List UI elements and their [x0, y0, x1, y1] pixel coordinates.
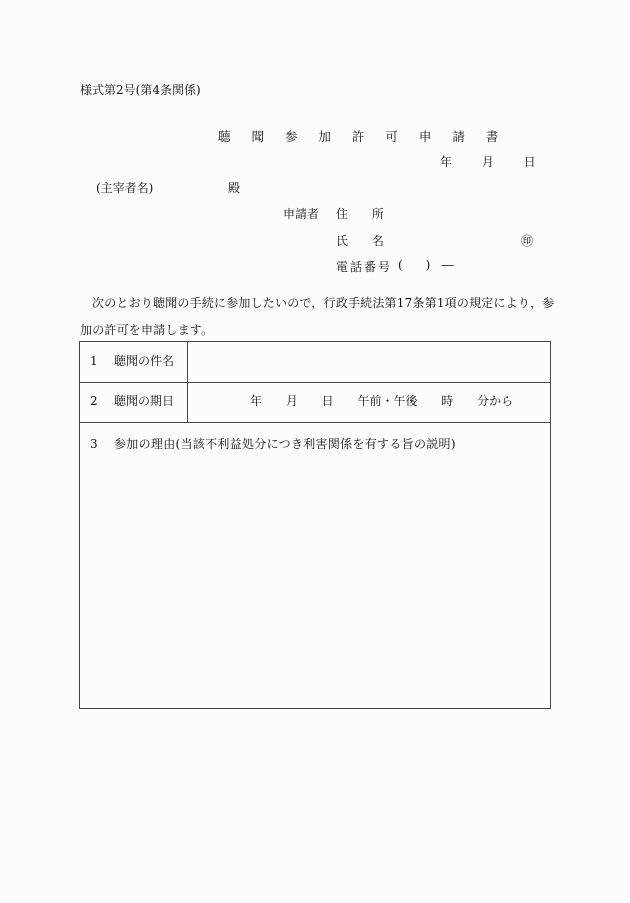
table-row-date	[80, 382, 550, 423]
honorific: 殿	[228, 181, 241, 195]
hearing-date-field[interactable]: 年 月 日 午前・午後 時 分から	[250, 394, 514, 408]
table-row-subject	[80, 342, 550, 383]
row-label-text: 聴聞の件名	[114, 354, 175, 368]
body-text: 次のとおり聴聞の手続に参加したいので，行政手続法第17条第1項の規定により，参加の許可を申請します。	[80, 296, 555, 337]
reason-field[interactable]	[80, 423, 550, 708]
row-label	[80, 342, 188, 382]
form-number: 様式第2号(第4条関係)	[80, 83, 201, 97]
date-line: 年 月 日	[440, 155, 536, 169]
page-title: 聴 聞 参 加 許 可 申 請 書	[218, 129, 507, 144]
applicant-label: 申請者	[283, 207, 320, 221]
row-number: 1	[90, 354, 98, 368]
phone-format: ( ) ―	[398, 258, 454, 272]
phone-label: 電話番号	[336, 260, 393, 274]
reason-label	[90, 435, 456, 452]
subject-field[interactable]	[188, 342, 550, 382]
row-number: 3	[90, 437, 98, 451]
row-label	[80, 382, 188, 422]
reason-label-text: 参加の理由(当該不利益処分につき利害関係を有する旨の説明)	[114, 437, 456, 451]
row-label-text: 聴聞の期日	[114, 394, 175, 408]
address-label: 住 所	[336, 207, 384, 221]
application-table	[79, 341, 551, 709]
name-label: 氏 名	[336, 234, 384, 248]
addressee-name: (主宰者名)	[96, 181, 154, 195]
seal-mark: ㊞	[521, 234, 534, 248]
row-number: 2	[90, 394, 98, 408]
